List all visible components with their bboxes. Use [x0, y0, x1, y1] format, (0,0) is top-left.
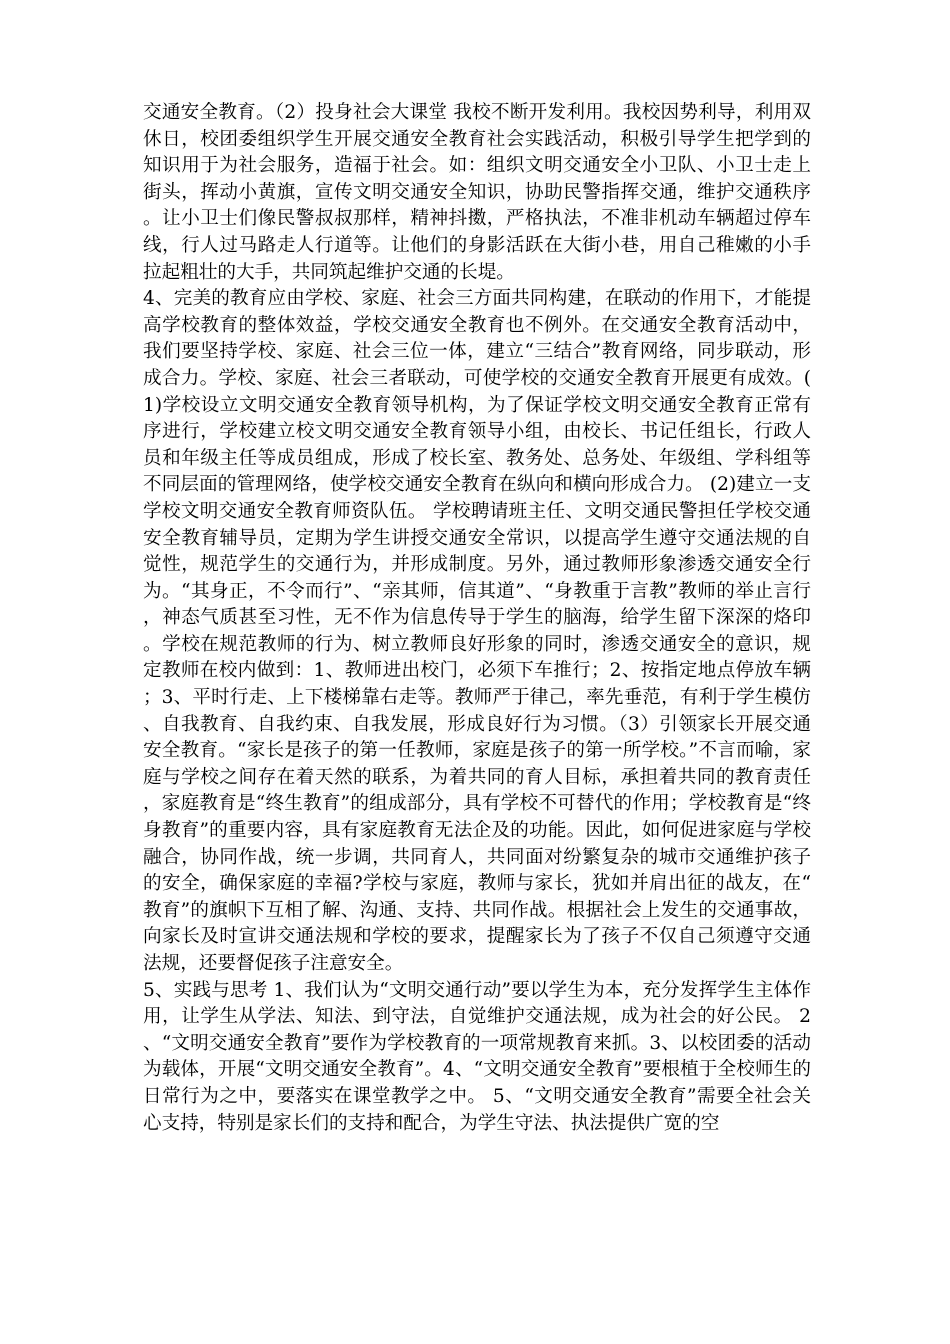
- document-page: [143, 100, 811, 1137]
- paragraph-home-school-society: 4、完美的教育应由学校、家庭、社会三方面共同构建，在联动的作用下，才能提高学校教育的整体效益，学校交通安全教育也不例外。在交通安全教育活动中，我们要坚持学校、家庭、社会三位一体，建立“三结合”教育网络，同步联动，形成合力。学校、家庭、社会三者联动，可使学校的交通安全教育开展更有成效。(1)学校设立文明交通安全教育领导机构，为了保证学校文明交通安全教育正常有序进行，学校建立校文明交通安全教育领导小组，由校长、书记任组长，行政人员和年级主任等成员组成，形成了校长室、教务处、总务处、年级组、学科组等不同层面的管理网络，使学校交通安全教育在纵向和横向形成合力。 (2)建立一支学校文明交通安全教育师资队伍。 学校聘请班主任、文明交通民警担任学校交通安全教育辅导员，定期为学生讲授交通安全常识，以提高学生遵守交通法规的自觉性，规范学生的交通行为，并形成制度。另外，通过教师形象渗透交通安全行为。“其身正，不令而行”、“亲其师，信其道”、“身教重于言教”教师的举止言行，神态气质甚至习性，无不作为信息传导于学生的脑海，给学生留下深深的烙印。学校在规范教师的行为、树立教师良好形象的同时，渗透交通安全的意识，规定教师在校内做到：1、教师进出校门，必须下车推行；2、按指定地点停放车辆；3、平时行走、上下楼梯靠右走等。教师严于律己，率先垂范，有利于学生模仿、自我教育、自我约束、自我发展，形成良好行为习惯。（3）引领家长开展交通安全教育。“家长是孩子的第一任教师，家庭是孩子的第一所学校。”不言而喻，家庭与学校之间存在着天然的联系，为着共同的育人目标，承担着共同的教育责任，家庭教育是“终生教育”的组成部分，具有学校不可替代的作用；学校教育是“终身教育”的重要内容，具有家庭教育无法企及的功能。因此，如何促进家庭与学校融合，协同作战，统一步调，共同育人，共同面对纷繁复杂的城市交通维护孩子的安全，确保家庭的幸福?学校与家庭，教师与家长，犹如并肩出征的战友，在“教育”的旗帜下互相了解、沟通、支持、共同作战。根据社会上发生的交通事故，向家长及时宣讲交通法规和学校的要求，提醒家长为了孩子不仅自己须遵守交通法规，还要督促孩子注意安全。: [143, 288, 811, 974]
- paragraph-practice-reflection: 5、实践与思考 1、我们认为“文明交通行动”要以学生为本，充分发挥学生主体作用，让学生从学法、知法、到守法，自觉维护交通法规，成为社会的好公民。 2、“文明交通安全教育”要作为学校教育的一项常规教育来抓。3、以校团委的活动为载体，开展“文明交通安全教育”。4、“文明交通安全教育”要根植于全校师生的日常行为之中，要落实在课堂教学之中。 5、“文明交通安全教育”需要全社会关心支持，特别是家长们的支持和配合，为学生守法、执法提供广宽的空: [143, 979, 811, 1134]
- paragraph-social-practice: 交通安全教育。（2）投身社会大课堂 我校不断开发利用。我校因势利导，利用双休日，校团委组织学生开展交通安全教育社会实践活动，积极引导学生把学到的知识用于为社会服务，造福于社会。如：组织文明交通安全小卫队、小卫士走上街头，挥动小黄旗，宣传文明交通安全知识，协助民警指挥交通，维护交通秩序。让小卫士们像民警叔叔那样，精神抖擞，严格执法，不准非机动车辆超过停车线，行人过马路走人行道等。让他们的身影活跃在大街小巷，用自己稚嫩的小手拉起粗壮的大手，共同筑起维护交通的长堤。: [143, 102, 811, 283]
